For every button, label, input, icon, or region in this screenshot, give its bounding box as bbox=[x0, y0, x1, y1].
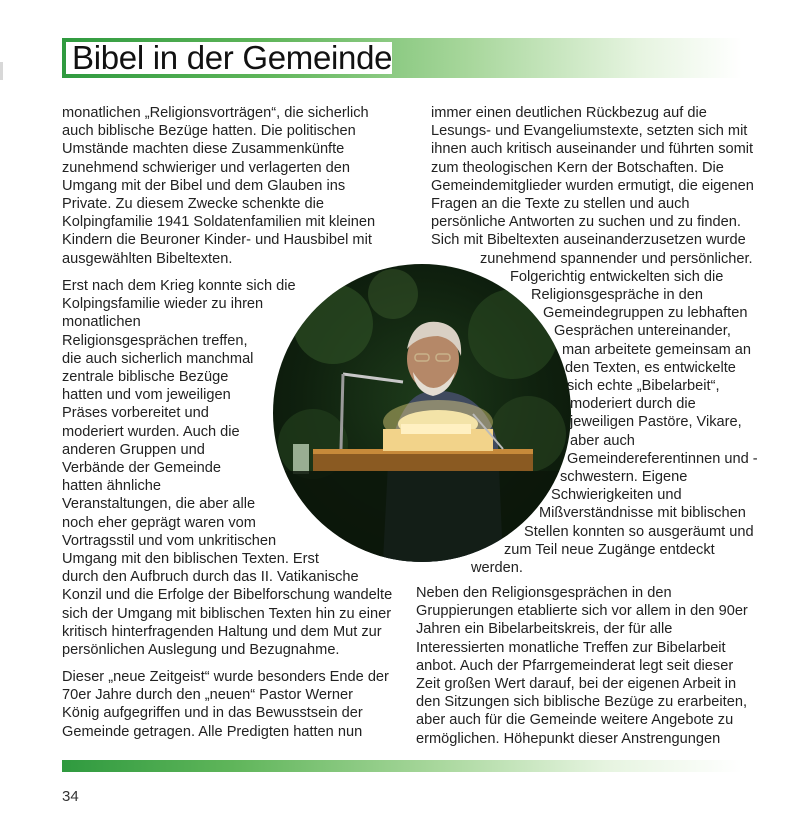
text-line: durch den Aufbruch durch das II. Vatikanische bbox=[62, 569, 359, 586]
text-line: Umgang mit der Bibel und dem Glauben ins bbox=[62, 177, 346, 194]
text-line: Schwierigkeiten und bbox=[551, 487, 682, 504]
text-line: Gemeindegruppen zu lebhaften bbox=[543, 305, 748, 322]
text-line: Zeit großen Wert darauf, bei der eigenen Arbeit in bbox=[416, 676, 737, 693]
text-line: Veranstaltungen, die aber alle bbox=[62, 496, 256, 513]
text-line: den Texten, es entwickelte bbox=[565, 359, 736, 376]
text-line: zum Teil neue Zugänge entdeckt bbox=[504, 541, 715, 558]
text-line: moderiert durch die bbox=[570, 396, 696, 413]
text-line: Gemeinde getragen. Alle Predigten hatten nun bbox=[62, 723, 363, 740]
text-line: Neben den Religionsgesprächen in den bbox=[416, 585, 672, 601]
text-line: noch eher geprägt waren vom bbox=[62, 514, 256, 531]
text-line: Jahren ein Bibelarbeitskreis, der für alle bbox=[416, 621, 673, 638]
text-line: zum theologischen Kern der Botschaften. Die bbox=[431, 159, 724, 176]
text-line: Konzil und die Erfolge der Bibelforschung wandelte bbox=[62, 587, 393, 604]
text-line: hatten ähnliche bbox=[62, 478, 161, 495]
text-line: moderiert wurden. Auch die bbox=[62, 423, 240, 440]
text-line: Präses vorbereitet und bbox=[62, 405, 209, 422]
text-line: anbot. Auch der Pfarrgemeinderat legt seit dieser bbox=[416, 657, 734, 674]
text-line: Kolpingfamilie 1941 Soldatenfamilien mit kleinen bbox=[62, 214, 376, 231]
text-line: persönliche Antworten zu suchen und zu finden. bbox=[431, 214, 741, 231]
text-line: sich der Umgang mit biblischen Texten hin zu einer bbox=[62, 605, 392, 622]
text-line: schwestern. Eigene bbox=[560, 469, 688, 486]
text-line: zunehmend spannender und persönlicher. bbox=[480, 250, 753, 267]
text-line: Mißverständnisse mit biblischen bbox=[539, 505, 746, 522]
text-line: Gemeindereferentinnen und - bbox=[567, 450, 758, 467]
page-number: 34 bbox=[62, 788, 79, 805]
text-line: monatlichen bbox=[62, 314, 141, 331]
footer-gradient-bar bbox=[62, 760, 742, 772]
text-line: Lesungs- und Evangeliumstexte, setzten sich mit bbox=[431, 123, 748, 140]
text-line: hatten und vom jeweiligen bbox=[62, 387, 231, 404]
text-line: den Sitzungen sich biblische Bezüge zu erarbeiten, bbox=[416, 694, 748, 711]
text-line: Kolpingsfamilie wieder zu ihren bbox=[62, 296, 264, 313]
text-line: Vortragsstil und vom unkritischen bbox=[62, 532, 277, 549]
text-line: Private. Zu diesem Zwecke schenkte die bbox=[62, 196, 324, 213]
text-line: die auch sicherlich manchmal bbox=[62, 350, 254, 367]
text-line: werden. bbox=[471, 560, 523, 577]
text-line: jeweiligen Pastöre, Vikare, bbox=[570, 414, 742, 431]
text-line: Interessierten monatliche Treffen zur Bibelarbeit bbox=[416, 639, 726, 656]
text-line: anderen Gruppen und bbox=[62, 441, 205, 458]
right-paragraph-2 bbox=[416, 584, 748, 748]
text-line: man arbeitete gemeinsam an bbox=[562, 341, 752, 358]
text-line: sich echte „Bibelarbeit“, bbox=[567, 378, 720, 395]
text-line: Verbände der Gemeinde bbox=[62, 460, 222, 477]
text-line: Sich mit Bibeltexten auseinanderzusetzen wurde bbox=[431, 232, 746, 249]
text-line: Stellen konnten so ausgeräumt und bbox=[524, 523, 754, 540]
text-line: zentrale biblische Bezüge bbox=[62, 369, 229, 386]
text-line: Gruppierungen etablierte sich vor allem in den 90er bbox=[416, 603, 748, 620]
text-line: 70er Jahre durch den „neuen“ Pastor Werner bbox=[62, 687, 353, 704]
text-line: kritisch hinterfragenden Haltung und dem Mut zur bbox=[62, 623, 382, 640]
text-line: ausgewählten Bibeltexten. bbox=[62, 250, 233, 267]
text-line: aber auch bbox=[570, 432, 635, 449]
text-line: Gesprächen untereinander, bbox=[554, 323, 731, 340]
left-paragraph-3 bbox=[62, 668, 389, 741]
text-line: monatlichen „Religionsvorträgen“, die sicherlich bbox=[62, 105, 369, 121]
text-line: immer einen deutlichen Rückbezug auf die bbox=[431, 105, 707, 121]
text-line: Religionsgespräche in den bbox=[531, 287, 703, 304]
right-paragraph-1 bbox=[431, 104, 758, 577]
page-edge-mark bbox=[0, 62, 3, 80]
text-line: auch biblische Bezüge hatten. Die politischen bbox=[62, 123, 356, 140]
left-paragraph-1 bbox=[62, 104, 375, 268]
text-line: Folgerichtig entwickelten sich die bbox=[510, 268, 724, 285]
text-line: Kindern die Beuroner Kinder- und Hausbibel mit bbox=[62, 232, 372, 249]
text-line: ihnen auch kritisch auseinander und führten somit bbox=[431, 141, 754, 158]
text-line: ermöglichen. Höhepunkt dieser Anstrengungen bbox=[416, 730, 721, 747]
text-line: Religionsgesprächen treffen, bbox=[62, 332, 248, 349]
text-line: Fragen an die Texte zu stellen und auch bbox=[431, 196, 690, 213]
page-title: Bibel in der Gemeinde bbox=[72, 39, 393, 76]
text-line: Umstände machten diese Zusammenkünfte bbox=[62, 141, 345, 158]
text-line: Dieser „neue Zeitgeist“ wurde besonders Ende der bbox=[62, 669, 389, 685]
text-line: aber auch für die Gemeinde weitere Angebote zu bbox=[416, 712, 734, 729]
text-line: König aufgegriffen und in das Bewusstsein der bbox=[62, 705, 363, 722]
text-line: Umgang mit den biblischen Texten. Erst bbox=[62, 551, 319, 568]
text-line: zunehmend schwieriger und verlagerten den bbox=[62, 159, 350, 176]
text-line: Gemeindemitglieder wurden ermutigt, die eigenen bbox=[431, 177, 754, 194]
text-line: persönlichen Auslegung und Bezugnahme. bbox=[62, 642, 340, 659]
text-line: Erst nach dem Krieg konnte sich die bbox=[62, 278, 296, 294]
